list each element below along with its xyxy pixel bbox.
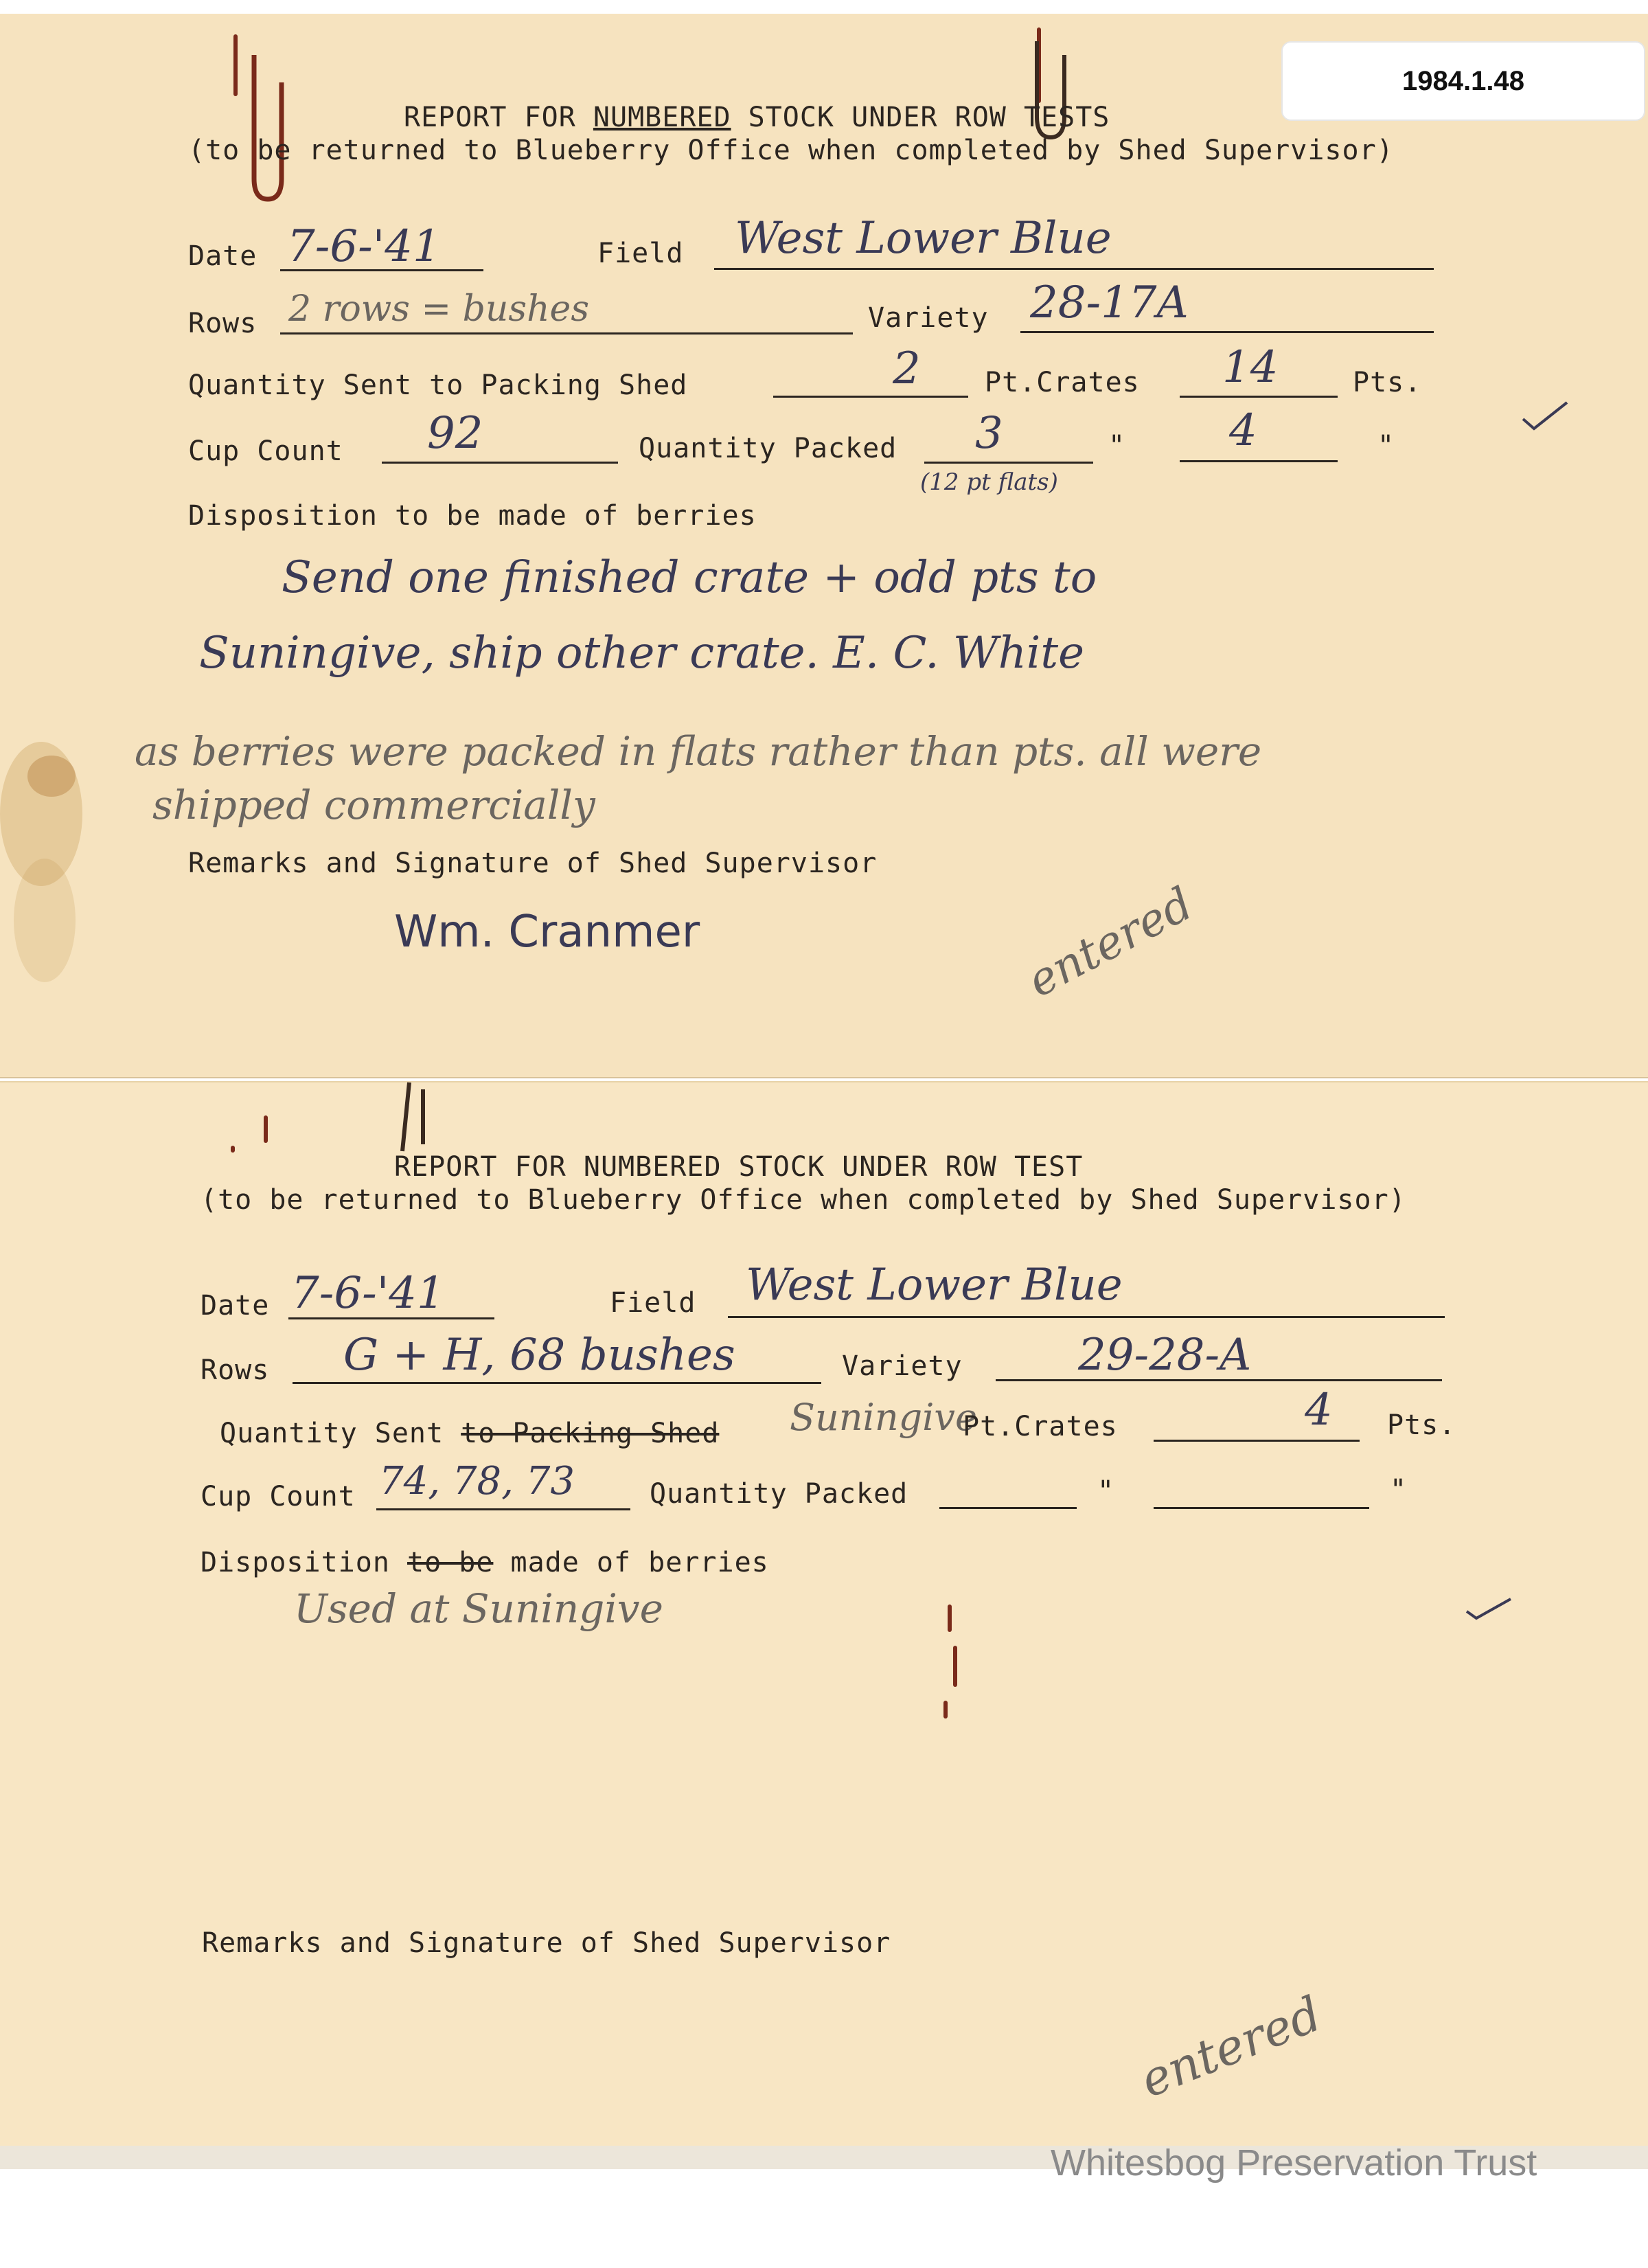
rows-label: Rows: [201, 1354, 270, 1386]
rows-value: G + H, 68 bushes: [343, 1330, 735, 1381]
pencil-note-line-1: as berries were packed in flats rather than pts. all were: [135, 728, 1262, 775]
field-line: [714, 268, 1434, 270]
crates-value: 14: [1222, 342, 1279, 393]
cup-count-line: [382, 462, 618, 464]
field-value: West Lower Blue: [735, 213, 1112, 264]
supervisor-signature: Wm. Cranmer: [394, 907, 700, 957]
remarks-label: Remarks and Signature of Shed Supervisor: [202, 1927, 891, 1959]
ink-mark: [948, 1604, 952, 1632]
cup-count-line: [376, 1508, 630, 1510]
crates-line: [1180, 396, 1338, 398]
card-subtitle: (to be returned to Blueberry Office when completed by Shed Supervisor): [201, 1184, 1406, 1216]
rows-value: 2 rows = bushes: [288, 288, 590, 330]
card-title: REPORT FOR NUMBERED STOCK UNDER ROW TESTS: [404, 102, 1110, 133]
ink-mark: [264, 1115, 268, 1143]
report-card-1: [0, 14, 1648, 1078]
disposition-label: Disposition to be made of berries: [188, 500, 757, 532]
cup-count-value: 92: [427, 408, 483, 459]
qty-packed-label: Quantity Packed: [650, 1478, 908, 1510]
disposition-line-2: Suningive, ship other crate. E. C. White: [199, 628, 1084, 679]
qty-sent-destination: Suningive: [790, 1396, 977, 1439]
variety-value: 29-28-A: [1078, 1330, 1252, 1381]
crates-label: Pt.Crates: [963, 1411, 1118, 1442]
rows-line: [280, 332, 853, 334]
qty-packed-line-2: [1180, 460, 1338, 462]
stain: [14, 859, 76, 982]
card-title: REPORT FOR NUMBERED STOCK UNDER ROW TEST: [394, 1151, 1084, 1183]
cup-count-value: 74, 78, 73: [379, 1459, 575, 1504]
date-label: Date: [201, 1290, 270, 1322]
ink-mark: [943, 1701, 948, 1719]
variety-value: 28-17A: [1030, 277, 1189, 328]
pts-label: Pts.: [1387, 1409, 1456, 1441]
remarks-label: Remarks and Signature of Shed Supervisor: [188, 848, 878, 879]
card-subtitle: (to be returned to Blueberry Office when completed by Shed Supervisor): [188, 135, 1394, 166]
qty-packed-value: 3: [975, 408, 1003, 459]
disposition-line-1: Send one finished crate + odd pts to: [282, 552, 1097, 603]
field-value: West Lower Blue: [746, 1260, 1123, 1311]
qty-packed-line: [924, 462, 1093, 464]
rows-line: [293, 1382, 821, 1384]
field-label: Field: [597, 238, 684, 269]
variety-line: [1020, 331, 1434, 333]
report-card-2: [0, 1081, 1648, 2146]
variety-label: Variety: [868, 302, 989, 334]
check-mark-icon: [1522, 398, 1570, 433]
accession-number-badge: 1984.1.48: [1281, 41, 1645, 121]
crates-label: Pt.Crates: [985, 367, 1140, 398]
ink-mark: [953, 1646, 957, 1687]
ditto-mark: ": [1377, 430, 1395, 462]
date-value: 7-6-'41: [291, 1268, 445, 1319]
stain: [27, 756, 76, 797]
ink-mark: [231, 1146, 235, 1153]
cup-count-label: Cup Count: [188, 435, 343, 467]
qty-packed-line: [939, 1507, 1077, 1509]
check-mark-icon: [1465, 1595, 1513, 1622]
qty-sent-value: 2: [893, 343, 921, 394]
qty-packed-label: Quantity Packed: [639, 433, 897, 464]
variety-label: Variety: [842, 1350, 963, 1382]
rows-label: Rows: [188, 308, 258, 339]
ditto-mark: ": [1097, 1475, 1115, 1507]
qty-packed-line-2: [1154, 1507, 1369, 1509]
qty-sent-label: Quantity Sent to Packing Shed: [220, 1418, 720, 1449]
qty-packed-note: (12 pt flats): [920, 468, 1058, 496]
date-value: 7-6-'41: [287, 221, 441, 272]
qty-sent-label: Quantity Sent to Packing Shed: [188, 370, 688, 401]
pts-label: Pts.: [1353, 367, 1422, 398]
date-label: Date: [188, 240, 258, 272]
clip-mark-icon: [247, 55, 288, 206]
field-label: Field: [610, 1287, 696, 1319]
disposition-note: Used at Suningive: [294, 1585, 663, 1632]
crates-value: 4: [1305, 1385, 1333, 1436]
disposition-label: Disposition to be made of berries: [201, 1547, 769, 1578]
ditto-mark: ": [1390, 1474, 1408, 1506]
ink-mark: [233, 34, 238, 96]
watermark: Whitesbog Preservation Trust: [1051, 2142, 1537, 2184]
pencil-note-line-2: shipped commercially: [152, 782, 595, 828]
field-line: [728, 1316, 1445, 1318]
ditto-mark: ": [1108, 430, 1126, 462]
entered-stamp: entered: [1132, 1985, 1329, 2109]
qty-sent-line: [773, 396, 968, 398]
crates-line: [1154, 1440, 1360, 1442]
qty-packed-value-2: 4: [1229, 405, 1257, 456]
entered-stamp: entered: [1018, 876, 1202, 1008]
cup-count-label: Cup Count: [201, 1481, 356, 1512]
